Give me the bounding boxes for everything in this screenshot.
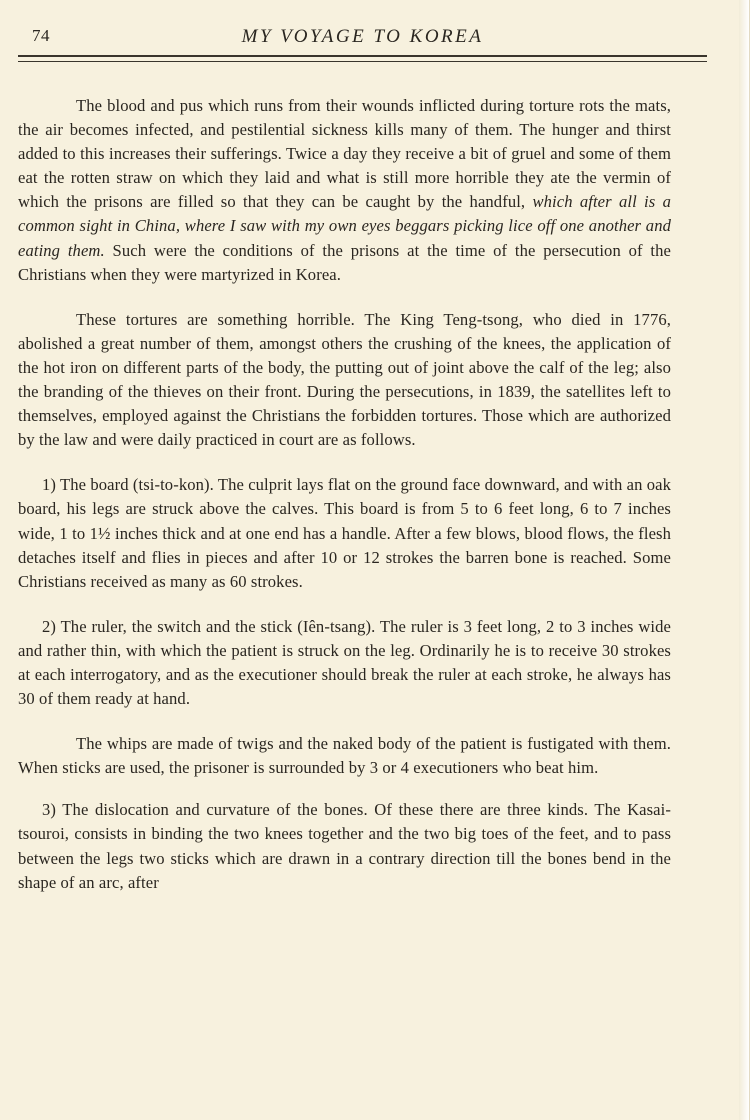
- header-rule-thick: [18, 55, 707, 57]
- paragraph-item-dislocation: 3) The dislocation and curvature of the bones. Of these there are three kinds. The Kasai-tsouroi, consists in binding the two knees together and the two big toes of the feet, and to pass between the legs two sticks which are drawn in a contrary direction till the bones bend in the shape of an arc, after: [18, 800, 671, 892]
- page-header: [18, 26, 707, 54]
- paragraph-tortures: These tortures are something horrible. The King Teng-tsong, who died in 1776, abolished a great number of them, amongst others the crushing of the knees, the application of the hot iron on different parts of the body, the putting out of joint above the calf of the leg; also the branding of the thieves on their front. During the persecutions, in 1839, the satellites left to themselves, employed against the Christians the forbidden tortures. Those which are authorized by the law and were daily practiced in court are as follows.: [18, 309, 671, 450]
- page-number: 74: [32, 26, 50, 45]
- paragraph-prison-conditions: [18, 94, 671, 287]
- paragraph-item-ruler: 2) The ruler, the switch and the stick (Iên-tsang). The ruler is 3 feet long, 2 to 3 inches wide and rather thin, with which the patient is struck on the leg. Ordinarily he is to receive 30 strokes at each interrogatory, and as the executioner should break the ruler at each stroke, he always has 30 of them ready at hand.: [18, 616, 671, 709]
- page-body: [18, 94, 671, 916]
- header-rule-thin: [18, 61, 707, 62]
- page-edge: [739, 0, 749, 1120]
- running-title: MY VOYAGE TO KOREA: [241, 26, 484, 47]
- paragraph-item-board: 1) The board (tsi-to-kon). The culprit lays flat on the ground face downward, and with an oak board, his legs are struck above the calves. This board is from 5 to 6 feet long, 6 to 7 inches wide, 1 to 1½ inches thick and at one end has a handle. After a few blows, blood flows, the flesh detaches itself and flies in pieces and after 10 or 12 strokes the barren bone is reached. Some Christians received as many as 60 strokes.: [18, 475, 671, 591]
- paragraph-whips: The whips are made of twigs and the naked body of the patient is fustigated with them. When sticks are used, the prisoner is surrounded by 3 or 4 executioners who beat him.: [18, 734, 671, 778]
- paragraph-text: Such were the conditions of the prisons at the time of the persecution of the Christians when they were martyrized in Korea.: [18, 240, 671, 284]
- paragraph-text: The blood and pus which runs from their wounds inflicted during torture rots the mats, the air becomes infected, and pestilential sickness kills many of them. The hunger and thirst added to this increases their sufferings. Twice a day they receive a bit of gruel and some of them eat the rotten straw on which they laid and what is still more horrible they ate the vermin of which the prisons are filled so that they can be caught by the handful,: [18, 96, 671, 212]
- paragraph-italic-text: which after all is a common sight in China, where I saw with my own eyes beggars picking lice off one another and eating them.: [18, 192, 671, 260]
